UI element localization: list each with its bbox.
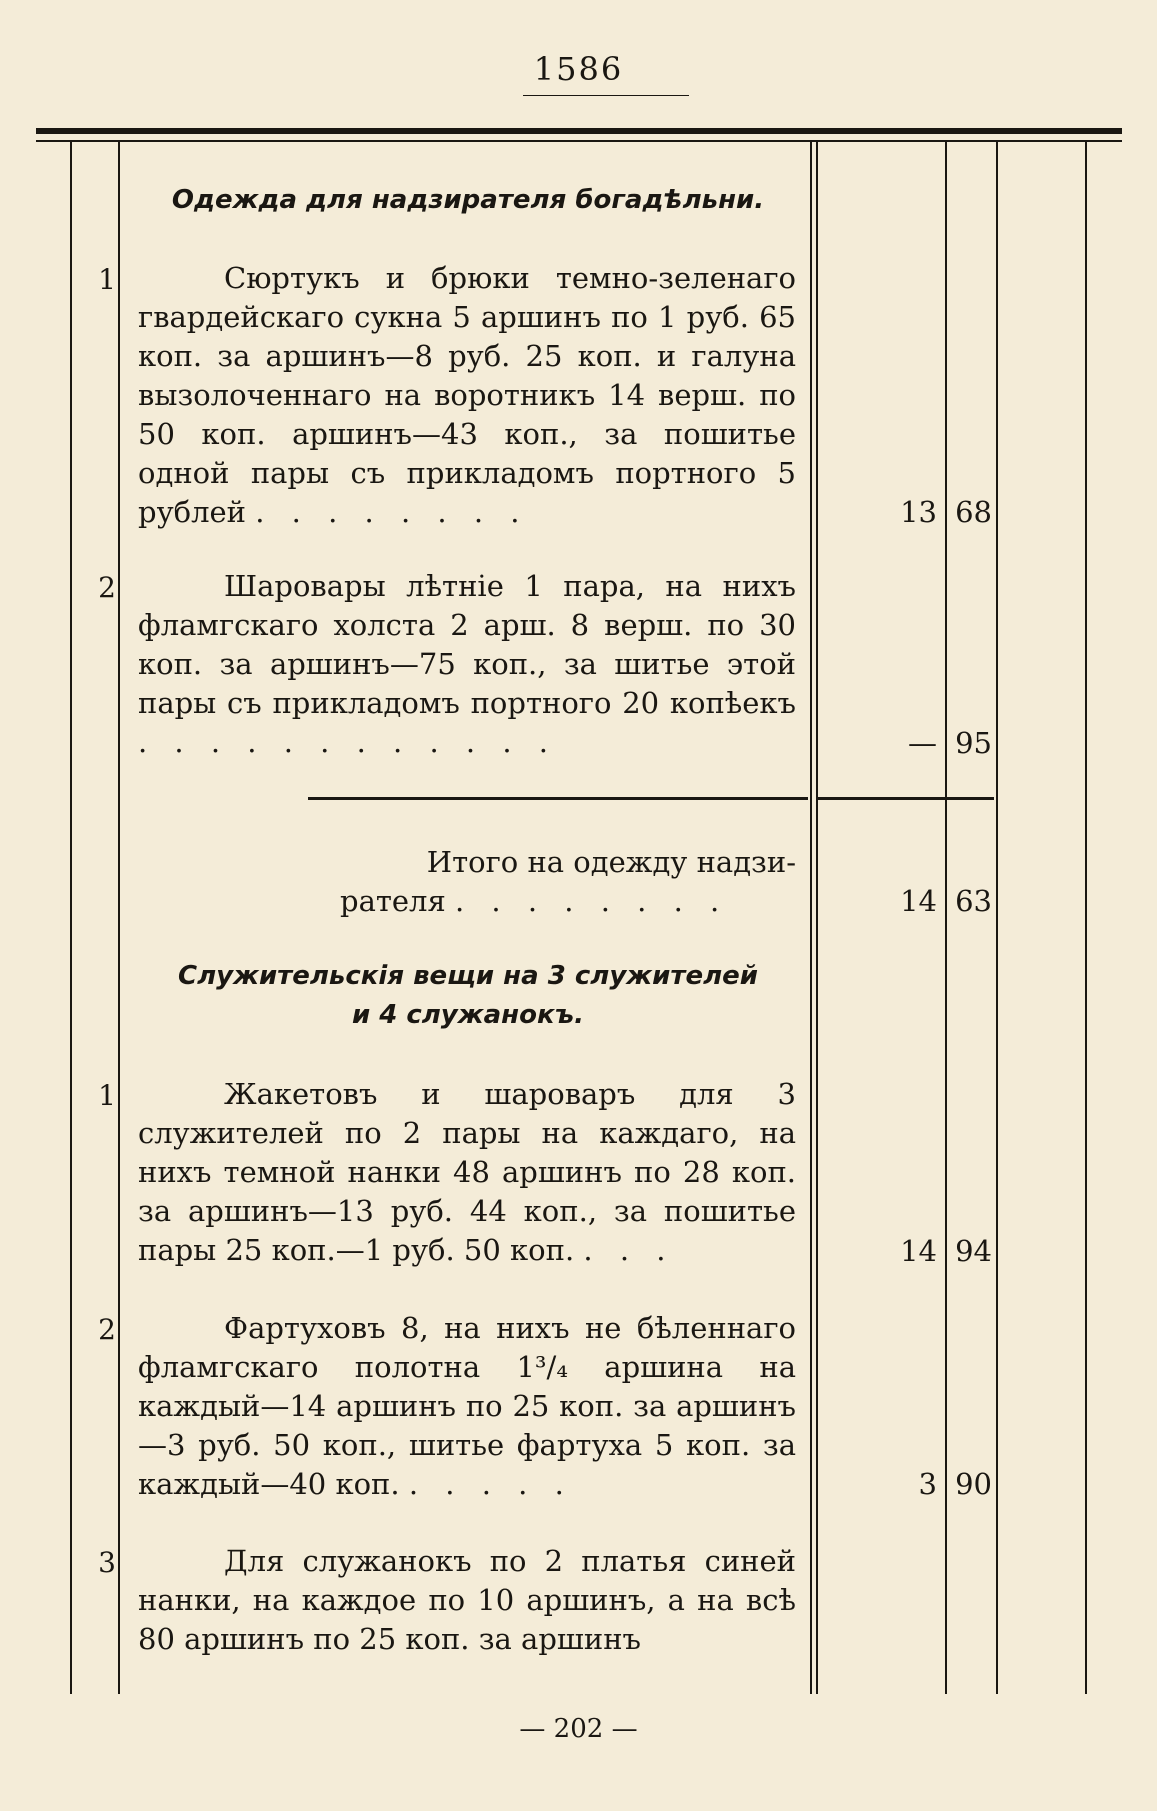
total-rule-amount — [818, 797, 994, 800]
amount-kopecks: 68 — [955, 495, 992, 529]
total-kopecks: 63 — [955, 884, 992, 918]
page-number-rule — [523, 95, 689, 96]
item-text — [138, 567, 796, 762]
column-rule-text-right-2 — [816, 142, 818, 1694]
amount-kopecks: 94 — [955, 1234, 992, 1268]
amount-rubles: 3 — [918, 1467, 937, 1501]
section-heading: Служительскія вещи на 3 служителей — [178, 961, 758, 991]
section-heading: Одежда для надзирателя богадѣльни. — [171, 185, 765, 215]
leader-dots: . . . — [583, 1233, 675, 1267]
amount-rubles: — — [908, 726, 937, 760]
item-number: 1 — [98, 263, 116, 296]
column-rule-rub — [945, 142, 947, 1694]
item-description: Сюртукъ и брюки темно-зеленаго гвардейскаго сукна 5 аршинъ по 1 руб. 65 коп. за аршинъ—8 руб. 25 коп. и галуна вызолоченнаго на воротникъ 14 верш. по 50 коп. аршинъ—43 коп., за пошитье одной пары съ прикладомъ портного 5 рублей — [138, 261, 796, 529]
item-description: Фартуховъ 8, на нихъ не бѣленнаго фламгскаго полотна 1³/₄ аршина на каждый—14 аршинъ по 25 коп. за аршинъ—3 руб. 50 коп., шитье фартуха 5 коп. за каждый—40 коп. — [138, 1311, 796, 1501]
total-line-1: Итого на одежду надзи- — [426, 845, 796, 879]
item-number: 2 — [98, 571, 116, 604]
item-number: 1 — [98, 1079, 116, 1112]
total-rubles: 14 — [900, 884, 937, 918]
amount-kopecks: 95 — [955, 726, 992, 760]
item-text — [138, 1542, 796, 1659]
column-rule-kop — [996, 142, 998, 1694]
leader-dots: . . . . . — [408, 1467, 573, 1501]
item-number: 3 — [98, 1546, 116, 1579]
leader-dots: . . . . . . . . — [455, 884, 729, 918]
top-rule — [36, 128, 1122, 134]
page-number: 1586 — [533, 50, 624, 88]
section-heading-line-2: и 4 служанокъ. — [351, 1000, 585, 1030]
amount-rubles: 13 — [900, 495, 937, 529]
total-rule — [308, 797, 808, 800]
column-rule-left-inner — [118, 142, 120, 1694]
amount-kopecks: 90 — [955, 1467, 992, 1501]
item-text — [138, 1075, 796, 1270]
top-rule-thin — [36, 140, 1122, 142]
column-rule-text-right — [810, 142, 812, 1694]
leader-dots: . . . . . . . . . . . . — [138, 725, 558, 759]
leader-dots: . . . . . . . . — [255, 495, 529, 529]
page-footer: — 202 — — [519, 1714, 638, 1744]
column-rule-right — [1085, 142, 1087, 1694]
item-number: 2 — [98, 1313, 116, 1346]
item-description: Для служанокъ по 2 платья синей нанки, на каждое по 10 аршинъ, а на всѣ 80 аршинъ по 25 коп. за аршинъ — [138, 1544, 796, 1656]
item-text — [138, 1309, 796, 1504]
column-rule-left-outer — [70, 142, 72, 1694]
amount-rubles: 14 — [900, 1234, 937, 1268]
total-line-2 — [340, 882, 796, 921]
item-description: Жакетовъ и шароваръ для 3 служителей по 2 пары на каждаго, на нихъ темной нанки 48 аршинъ по 28 коп. за аршинъ—13 руб. 44 коп., за пошитье пары 25 коп.—1 руб. 50 коп. — [138, 1077, 796, 1267]
total-label: рателя — [340, 884, 446, 918]
item-description: Шаровары лѣтніе 1 пара, на нихъ фламгскаго холста 2 арш. 8 верш. по 30 коп. за аршинъ—75 коп., за шитье этой пары съ прикладомъ портного 20 копѣекъ — [138, 569, 796, 720]
item-text — [138, 259, 796, 532]
